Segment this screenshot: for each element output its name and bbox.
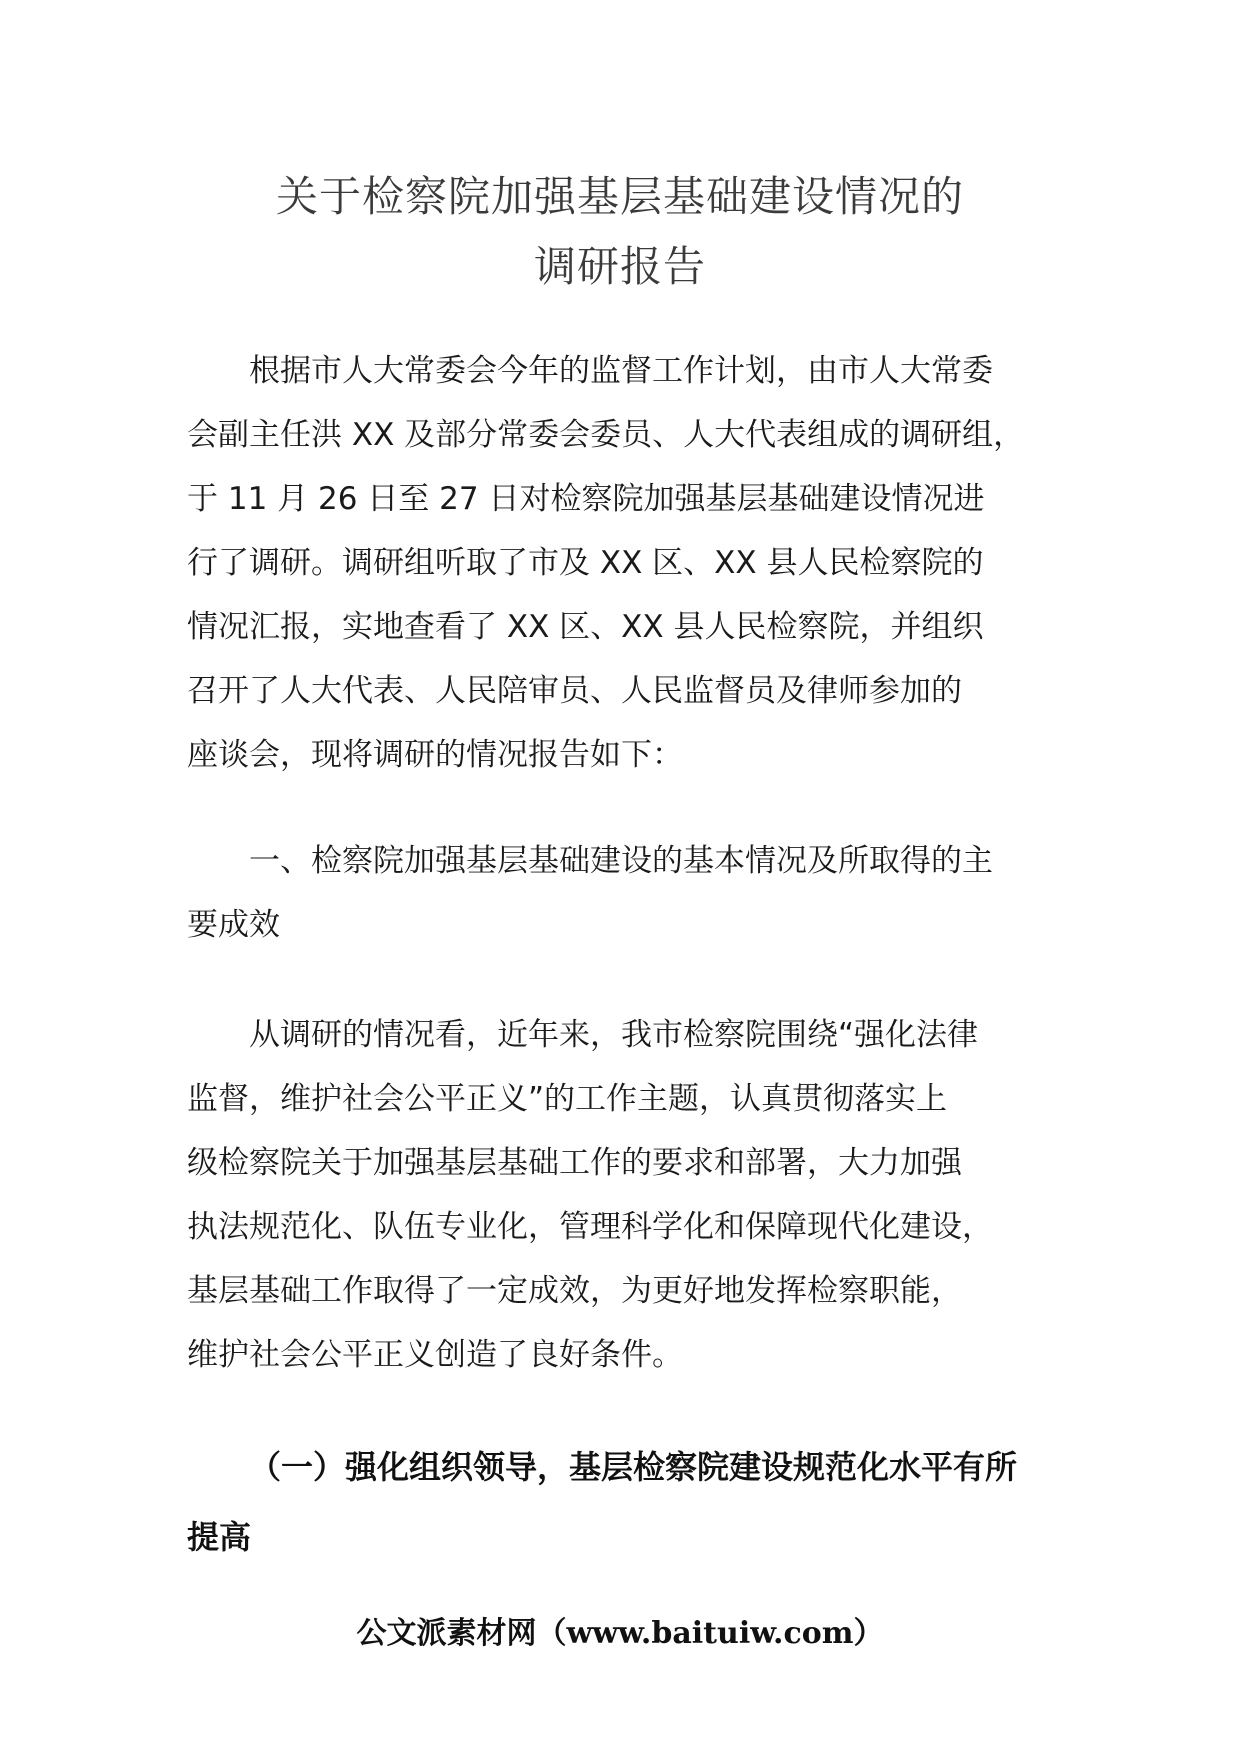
paragraph-line: 行了调研。调研组听取了市及 XX 区、XX 县人民检察院的 [187, 545, 984, 581]
paragraph-line: 执法规范化、队伍专业化，管理科学化和保障现代化建设， [187, 1209, 993, 1245]
heading-line: 要成效 [187, 907, 280, 943]
heading-line: 一、检察院加强基层基础建设的基本情况及所取得的主 [249, 843, 993, 879]
paragraph-line: 座谈会，现将调研的情况报告如下： [187, 737, 683, 773]
paragraph-line: 维护社会公平正义创造了良好条件。 [187, 1337, 683, 1373]
document-title-line-1: 关于检察院加强基层基础建设情况的 [275, 172, 964, 221]
paragraph-line: 从调研的情况看，近年来，我市检察院围绕“强化法律 [249, 1017, 979, 1053]
footer-watermark: 公文派素材网（www.baituiw.com） [356, 1616, 884, 1651]
paragraph-line: 根据市人大常委会今年的监督工作计划，由市人大常委 [249, 353, 993, 389]
overview-paragraph [187, 1003, 1067, 1387]
paragraph-line: 情况汇报，实地查看了 XX 区、XX 县人民检察院，并组织 [187, 609, 984, 645]
intro-paragraph [187, 339, 1067, 787]
paragraph-line: 召开了人大代表、人民陪审员、人民监督员及律师参加的 [187, 673, 962, 709]
heading-line: 提高 [187, 1518, 252, 1556]
paragraph-line: 于 11 月 26 日至 27 日对检察院加强基层基础建设情况进 [187, 481, 985, 517]
paragraph-line: 基层基础工作取得了一定成效，为更好地发挥检察职能， [187, 1273, 962, 1309]
paragraph-line: 监督，维护社会公平正义”的工作主题，认真贯彻落实上 [187, 1081, 948, 1117]
paragraph-line: 级检察院关于加强基层基础工作的要求和部署，大力加强 [187, 1145, 962, 1181]
subsection-heading-1 [187, 1432, 1067, 1572]
heading-line: （一）强化组织领导，基层检察院建设规范化水平有所 [249, 1448, 1018, 1486]
paragraph-line: 会副主任洪 XX 及部分常委会委员、人大代表组成的调研组， [187, 417, 1025, 453]
section-heading-1 [187, 829, 1067, 957]
document-title-line-2: 调研报告 [533, 242, 706, 291]
